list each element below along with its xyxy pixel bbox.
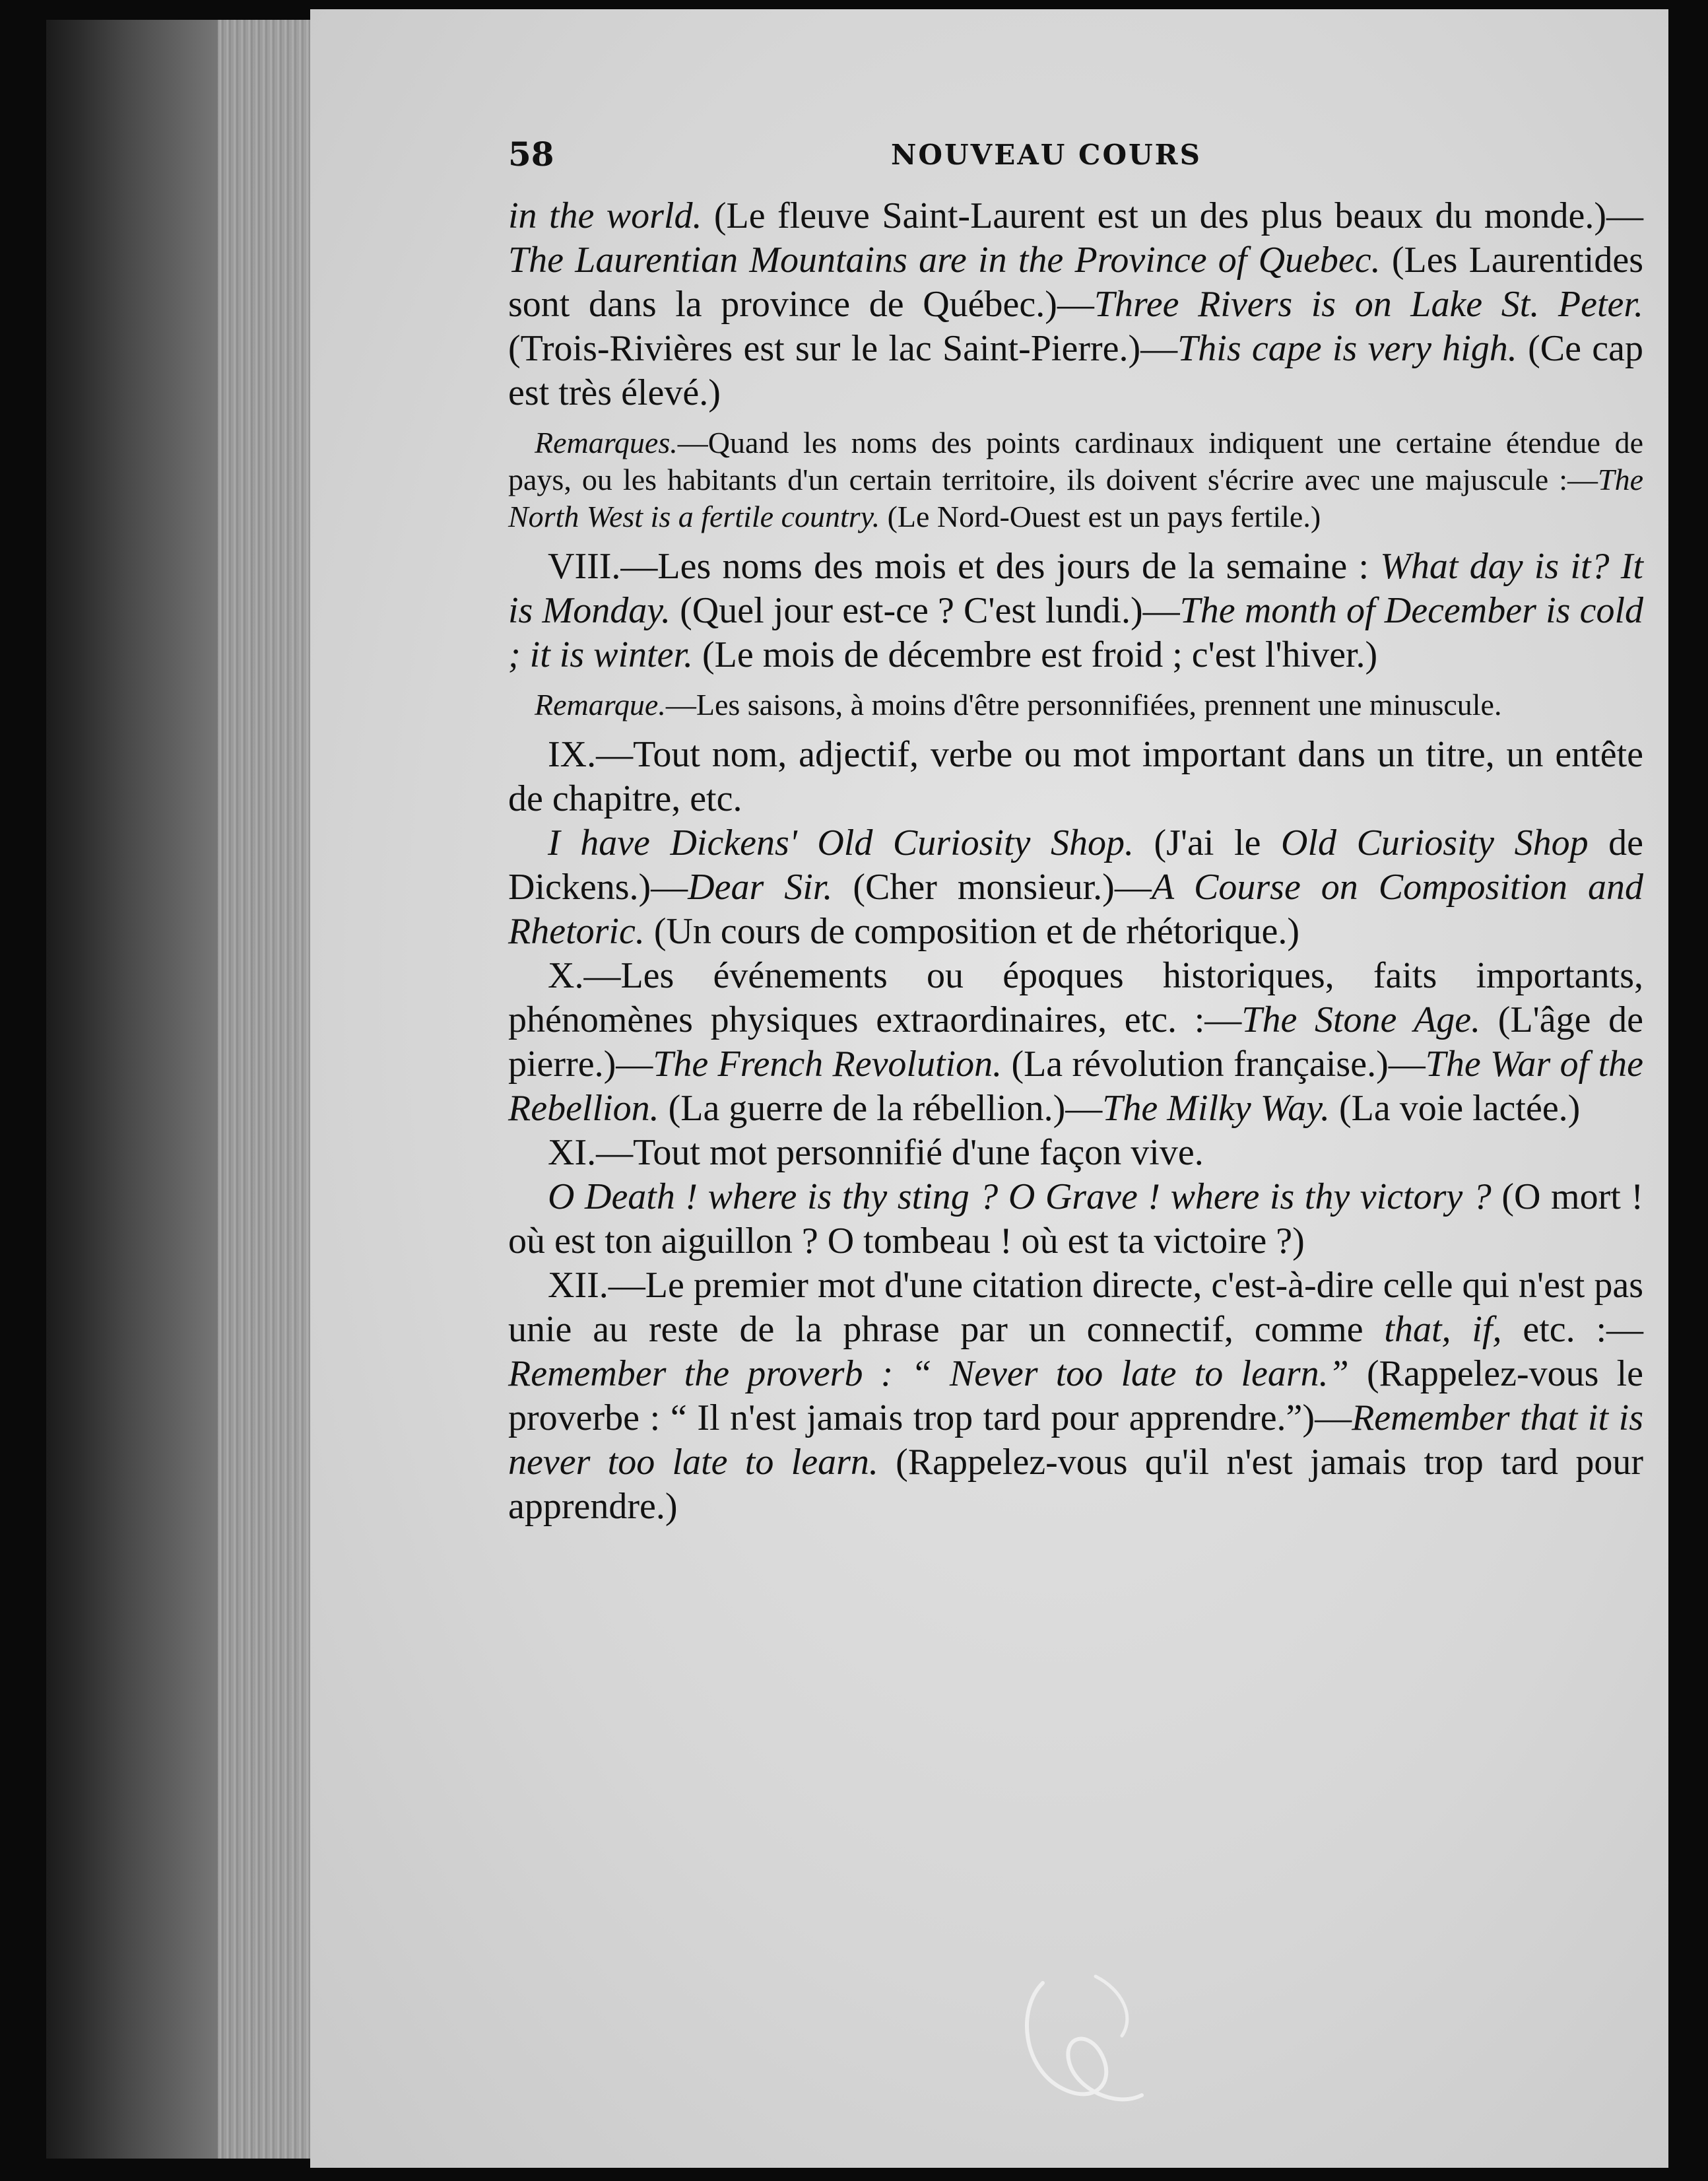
text-english: The Stone Age.: [1241, 999, 1481, 1040]
text-french: (Les Laurentides sont dans la province de Québec.)—: [508, 240, 1643, 325]
text-french: (La guerre de la rébellion.)—: [659, 1088, 1103, 1129]
remark-label: Remarques.: [535, 426, 678, 459]
rule-heading: XI.—Tout mot personnifié d'une façon vive.: [548, 1132, 1204, 1173]
running-head: NOUVEAU COURS: [891, 139, 1202, 171]
text-english: The Laurentian Mountains are in the Province of Quebec.: [508, 240, 1381, 281]
paragraph-st-lawrence: [508, 194, 1643, 415]
text-english: Dear Sir.: [688, 867, 833, 908]
text-english: I have Dickens' Old Curiosity Shop.: [548, 822, 1134, 863]
example-titles: [508, 821, 1643, 954]
rule-x: [508, 954, 1643, 1131]
text-english: that, if,: [1384, 1309, 1502, 1350]
text-english: Old Curiosity Shop: [1281, 822, 1589, 863]
text-french: (O mort ! où est ton aiguillon ? O tombeau ! où est ta victoire ?): [508, 1176, 1643, 1261]
text-french: (Le fleuve Saint-Laurent est un des plus beaux du monde.)—: [702, 195, 1643, 236]
text-english: Three Rivers is on Lake St. Peter.: [1094, 284, 1643, 325]
text-english: Remember that it is never too late to learn.: [508, 1397, 1643, 1483]
remark-seasons: [508, 687, 1643, 723]
text-french: (Quel jour est-ce ? C'est lundi.)—: [670, 590, 1180, 631]
text-english: O Death ! where is thy sting ? O Grave ! where is thy victory ?: [548, 1176, 1492, 1217]
text-english: This cape is very high.: [1177, 328, 1517, 369]
text-french: (La révolution française.)—: [1002, 1044, 1426, 1085]
text-french: (Un cours de composition et de rhétorique.): [644, 911, 1299, 952]
text-french: (La voie lactée.): [1330, 1088, 1581, 1129]
text-french: (L'âge de pierre.)—: [508, 999, 1643, 1085]
rule-heading: IX.—Tout nom, adjectif, verbe ou mot important dans un titre, un entête de chapitre, etc.: [508, 734, 1643, 819]
handwritten-mark: [1003, 1957, 1175, 2128]
text-french: (J'ai le: [1133, 822, 1282, 863]
text-english: The Milky Way.: [1102, 1088, 1330, 1129]
text-english: What day is it? It is Monday.: [508, 546, 1643, 631]
page-text-block: [508, 135, 1643, 1529]
text-french: (Ce cap est très élevé.): [508, 328, 1643, 413]
remark-cardinal-points: [508, 424, 1643, 535]
text-french: (Le Nord-Ouest est un pays fertile.): [880, 500, 1321, 533]
rule-ix: [508, 733, 1643, 821]
text-english: The French Revolution.: [653, 1044, 1002, 1085]
text-english: in the world.: [508, 195, 702, 236]
text-french: de Dickens.)—: [508, 822, 1644, 908]
rule-xi: [508, 1131, 1643, 1175]
text-french: (Trois-Rivières est sur le lac Saint-Pierre.)—: [508, 328, 1178, 369]
text-english: The North West is a fertile country.: [508, 463, 1643, 533]
text-english: Remember the proverb : “ Never too late to learn.”: [508, 1353, 1349, 1394]
text-french: (Rappelez-vous le proverbe : “ Il n'est jamais trop tard pour apprendre.”)—: [508, 1353, 1644, 1438]
text-french: (Rappelez-vous qu'il n'est jamais trop tard pour apprendre.): [508, 1442, 1644, 1527]
rule-viii: [508, 545, 1643, 677]
rule-heading: X.—Les événements ou époques historiques, faits importants, phénomènes physiques extraordinaires, etc. :—: [508, 955, 1643, 1040]
text-french: etc. :—: [1501, 1309, 1643, 1350]
text-french: —Les saisons, à moins d'être personnifiées, prennent une minuscule.: [665, 688, 1502, 721]
text-french: (Cher monsieur.)—: [832, 867, 1152, 908]
rule-xii: [508, 1263, 1643, 1529]
text-french: (Le mois de décembre est froid ; c'est l'hiver.): [693, 634, 1378, 675]
page-number: 58: [508, 135, 554, 174]
text-english: The month of December is cold ; it is winter.: [508, 590, 1644, 675]
book-page: [310, 9, 1668, 2168]
rule-heading: VIII.—Les noms des mois et des jours de la semaine :: [548, 546, 1369, 587]
page-header: [508, 135, 1643, 194]
text-english: The War of the Rebellion.: [508, 1044, 1643, 1129]
example-personification: [508, 1175, 1643, 1263]
text-french: —Quand les noms des points cardinaux indiquent une certaine étendue de pays, ou les habitants d'un certain territoire, ils doivent s'écrire avec une majuscule :—: [508, 426, 1643, 496]
rule-heading: XII.—Le premier mot d'une citation directe, c'est-à-dire celle qui n'est pas unie au reste de la phrase par un connectif, comme: [508, 1265, 1643, 1350]
text-english: A Course on Composition and Rhetoric.: [508, 867, 1644, 952]
remark-label: Remarque.: [535, 688, 666, 721]
